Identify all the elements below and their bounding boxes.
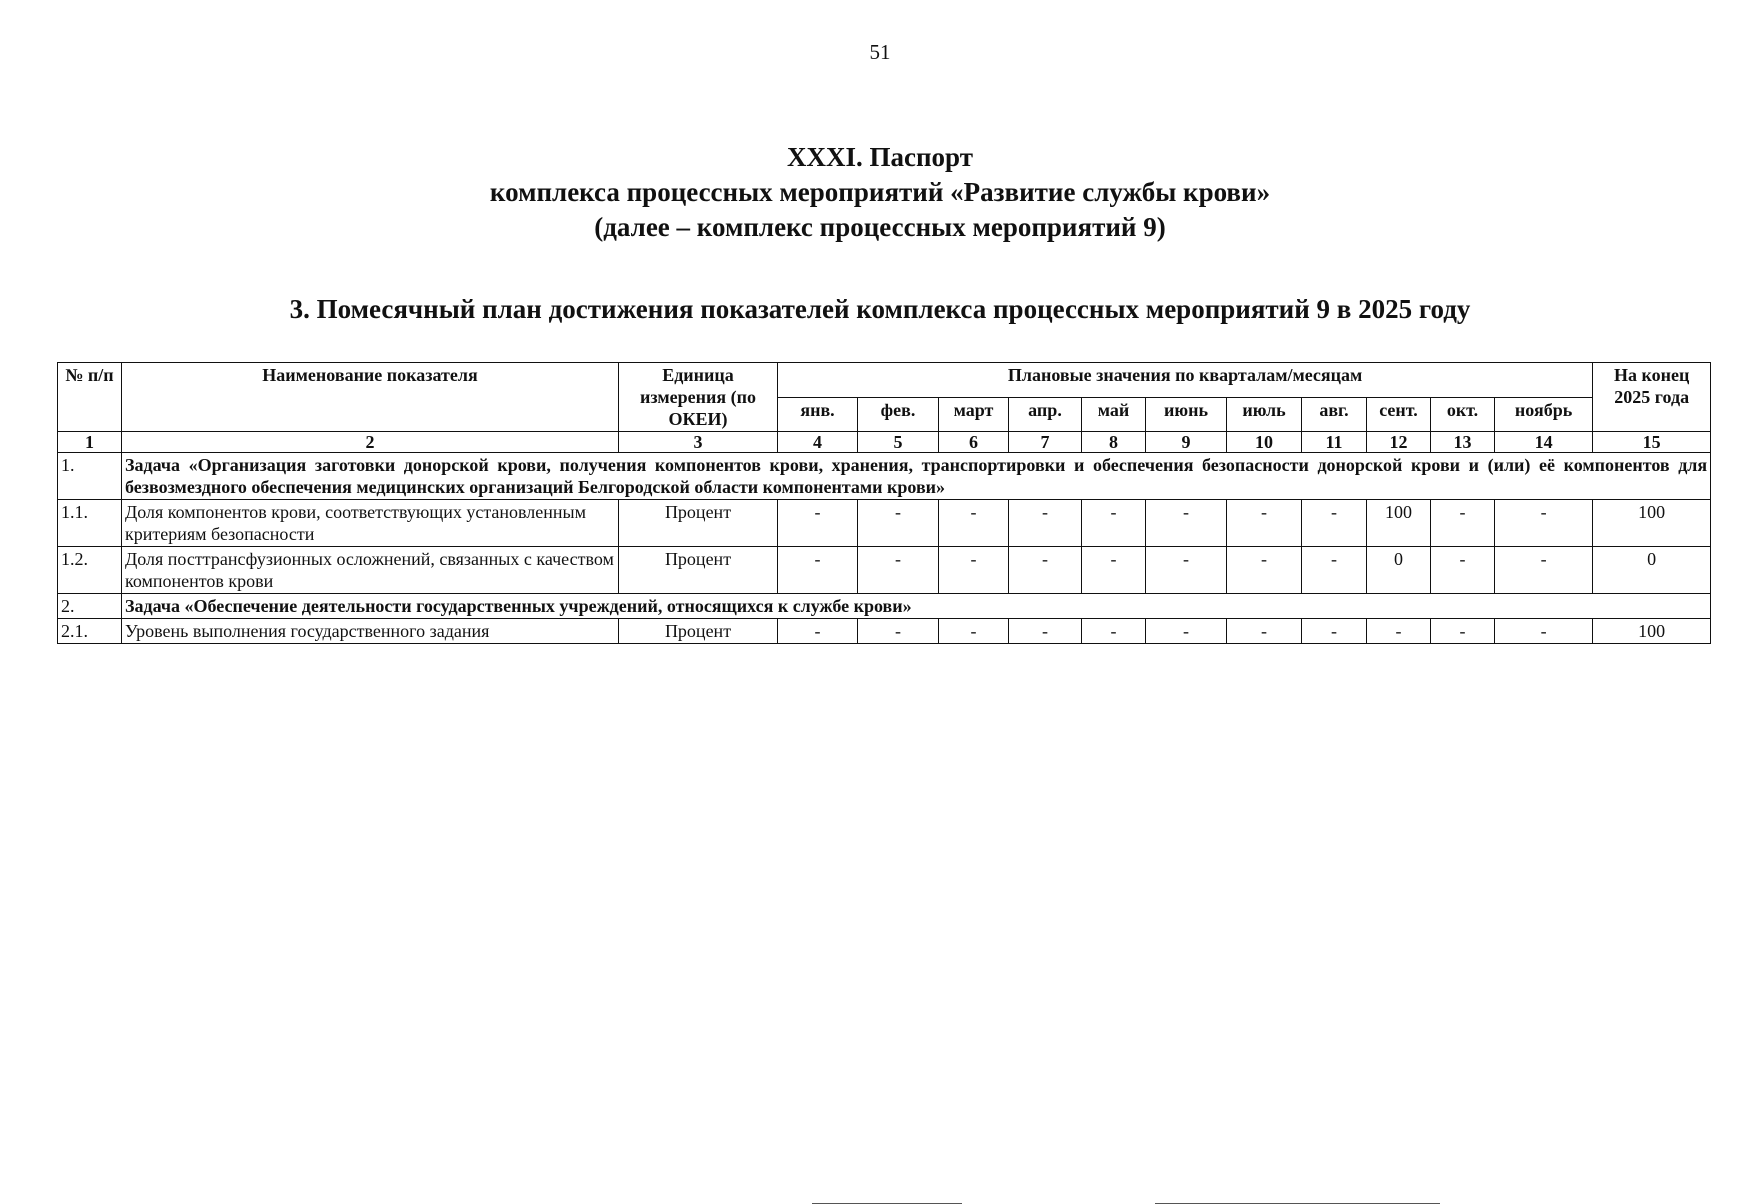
column-number: 15	[1593, 432, 1711, 453]
title-line-1: XXXI. Паспорт	[787, 142, 973, 172]
month-value: -	[1227, 619, 1302, 644]
month-value: -	[1227, 547, 1302, 594]
table-body	[58, 453, 1711, 644]
end-of-year-value: 0	[1593, 547, 1711, 594]
month-value: -	[1082, 619, 1146, 644]
indicator-name: Доля посттрансфузионных осложнений, связанных с качеством компонентов крови	[122, 547, 619, 594]
month-value: -	[1227, 500, 1302, 547]
header-row-1	[58, 363, 1711, 398]
indicator-unit: Процент	[619, 547, 778, 594]
column-number: 13	[1431, 432, 1495, 453]
month-value: -	[1431, 619, 1495, 644]
row-number: 1.2.	[58, 547, 122, 594]
header-num: № п/п	[58, 363, 122, 432]
header-month: март	[939, 397, 1009, 432]
column-number: 3	[619, 432, 778, 453]
month-value: -	[1495, 547, 1593, 594]
section-heading: 3. Помесячный план достижения показателей комплекса процессных мероприятий 9 в 2025 году	[289, 294, 1471, 324]
header-month: июль	[1227, 397, 1302, 432]
month-value: -	[1431, 500, 1495, 547]
header-month: сент.	[1367, 397, 1431, 432]
month-value: -	[939, 547, 1009, 594]
month-value: -	[778, 619, 858, 644]
header-month: фев.	[858, 397, 939, 432]
column-number: 9	[1146, 432, 1227, 453]
month-value: -	[1009, 500, 1082, 547]
column-number: 7	[1009, 432, 1082, 453]
title-line-2: комплекса процессных мероприятий «Развитие службы крови»	[489, 177, 1271, 207]
column-number: 11	[1302, 432, 1367, 453]
month-value: -	[778, 500, 858, 547]
task-row	[58, 594, 1711, 619]
row-number: 2.	[58, 594, 122, 619]
month-value: 100	[1367, 500, 1431, 547]
column-numbers-row	[58, 432, 1711, 453]
month-value: -	[1367, 619, 1431, 644]
month-value: -	[1009, 619, 1082, 644]
row-number: 1.	[58, 453, 122, 500]
column-number: 2	[122, 432, 619, 453]
column-number: 5	[858, 432, 939, 453]
month-value: -	[1146, 547, 1227, 594]
month-value: -	[1146, 619, 1227, 644]
indicator-row	[58, 547, 1711, 594]
column-number: 4	[778, 432, 858, 453]
indicator-unit: Процент	[619, 619, 778, 644]
end-of-year-value: 100	[1593, 500, 1711, 547]
title-line-3: (далее – комплекс процессных мероприятий 9)	[594, 212, 1166, 242]
task-text: Задача «Организация заготовки донорской крови, получения компонентов крови, хранения, транспортировки и обеспечения безопасности донорской крови и (или) её компонентов для безвозмездного обеспечения медицинских организаций Белгородской области компонентами крови»	[122, 453, 1711, 500]
month-value: -	[858, 500, 939, 547]
column-number: 6	[939, 432, 1009, 453]
column-number: 12	[1367, 432, 1431, 453]
month-value: -	[1302, 547, 1367, 594]
month-value: -	[1431, 547, 1495, 594]
month-value: -	[1495, 500, 1593, 547]
month-value: -	[1302, 500, 1367, 547]
header-planned-values: Плановые значения по кварталам/месяцам	[778, 363, 1593, 398]
header-month: окт.	[1431, 397, 1495, 432]
task-text: Задача «Обеспечение деятельности государственных учреждений, относящихся к службе крови»	[122, 594, 1711, 619]
header-name: Наименование показателя	[122, 363, 619, 432]
month-value: -	[778, 547, 858, 594]
month-value: 0	[1367, 547, 1431, 594]
column-number: 10	[1227, 432, 1302, 453]
indicator-name: Уровень выполнения государственного задания	[122, 619, 619, 644]
indicator-unit: Процент	[619, 500, 778, 547]
page-number: 51	[869, 40, 891, 64]
header-month: июнь	[1146, 397, 1227, 432]
header-month: авг.	[1302, 397, 1367, 432]
header-month: апр.	[1009, 397, 1082, 432]
indicator-row	[58, 619, 1711, 644]
header-month: май	[1082, 397, 1146, 432]
month-value: -	[939, 500, 1009, 547]
passport-title	[0, 140, 1760, 245]
monthly-plan-table	[57, 362, 1711, 644]
month-value: -	[1082, 500, 1146, 547]
month-value: -	[1302, 619, 1367, 644]
row-number: 2.1.	[58, 619, 122, 644]
month-value: -	[1146, 500, 1227, 547]
month-value: -	[858, 619, 939, 644]
header-month: ноябрь	[1495, 397, 1593, 432]
header-end-of-year: На конец 2025 года	[1593, 363, 1711, 432]
indicator-name: Доля компонентов крови, соответствующих установленным критериям безопасности	[122, 500, 619, 547]
month-value: -	[1495, 619, 1593, 644]
row-number: 1.1.	[58, 500, 122, 547]
indicator-row	[58, 500, 1711, 547]
column-number: 1	[58, 432, 122, 453]
column-number: 14	[1495, 432, 1593, 453]
month-value: -	[858, 547, 939, 594]
column-number: 8	[1082, 432, 1146, 453]
header-month: янв.	[778, 397, 858, 432]
header-unit: Единица измерения (по ОКЕИ)	[619, 363, 778, 432]
end-of-year-value: 100	[1593, 619, 1711, 644]
month-value: -	[939, 619, 1009, 644]
month-value: -	[1009, 547, 1082, 594]
task-row	[58, 453, 1711, 500]
month-value: -	[1082, 547, 1146, 594]
